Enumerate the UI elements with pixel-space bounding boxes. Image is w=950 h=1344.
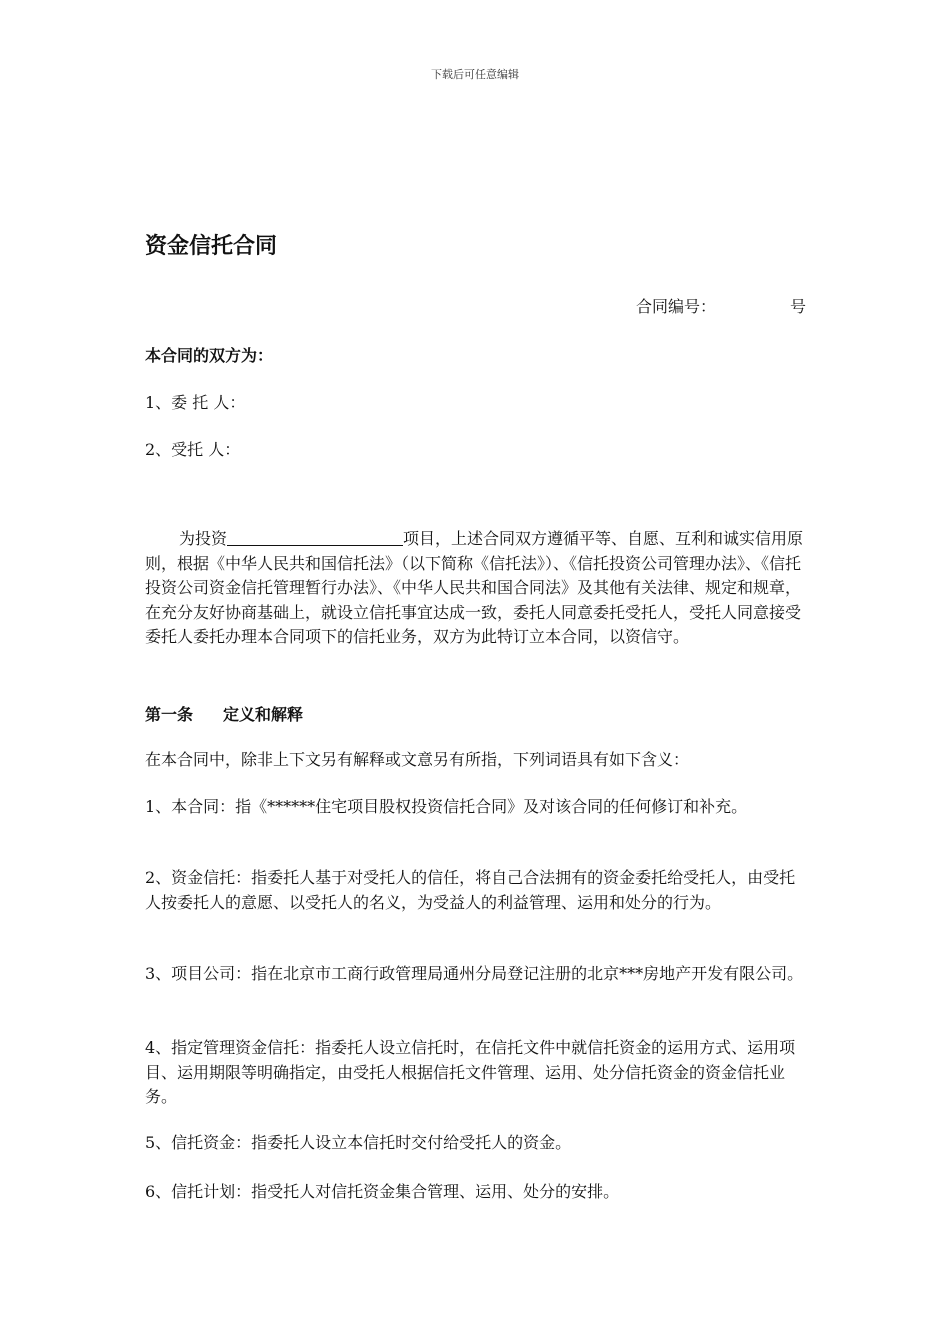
contract-number-suffix: 号 — [790, 297, 807, 316]
contract-number — [636, 294, 806, 317]
parties-heading: 本合同的双方为： — [145, 346, 274, 365]
definition-item: 1、本合同：指《******住宅项目股权投资信托合同》及对该合同的任何修订和补充。 — [145, 797, 748, 816]
preamble-text: 项目，上述合同双方遵循平等、自愿、互利和诚实信用原则，根据《中华人民共和国信托法》（以下简称《信托法》）、《信托投资公司管理办法》、《信托投资公司资金信托管理暂行办法》、《中华人民共和国合同法》及其他有关法律、规定和规章，在充分友好协商基础上，就设立信托事宜达成一致，委托人同意委托受托人，受托人同意接受委托人委托办理本合同项下的信托业务，双方为此特订立本合同，以资信守。 — [145, 529, 804, 646]
project-name-blank — [227, 527, 403, 546]
document-title: 资金信托合同 — [145, 234, 278, 259]
article-1-name: 定义和解释 — [223, 705, 304, 724]
definition-item: 5、信托资金：指委托人设立本信托时交付给受托人的资金。 — [145, 1133, 572, 1152]
preamble-paragraph — [145, 527, 807, 650]
definition-item: 3、项目公司：指在北京市工商行政管理局通州分局登记注册的北京***房地产开发有限公司。 — [145, 964, 804, 983]
article-1-heading — [145, 702, 303, 725]
article-1-number: 第一条 — [145, 705, 194, 724]
definition-item: 2、资金信托：指委托人基于对受托人的信任，将自己合法拥有的资金委托给受托人，由受托人按委托人的意愿、以受托人的名义，为受益人的利益管理、运用和处分的行为。 — [145, 868, 796, 912]
definition-item: 4、指定管理资金信托：指委托人设立信托时，在信托文件中就信托资金的运用方式、运用项目、运用期限等明确指定，由受托人根据信托文件管理、运用、处分信托资金的资金信托业务。 — [145, 1038, 796, 1106]
contract-number-label: 合同编号： — [636, 297, 717, 316]
trustee-line: 2、受托 人： — [145, 440, 241, 459]
definition-item: 6、信托计划：指受托人对信托资金集合管理、运用、处分的安排。 — [145, 1182, 620, 1201]
article-1-intro: 在本合同中，除非上下文另有解释或文意另有所指，下列词语具有如下含义： — [145, 750, 690, 769]
preamble-prefix: 为投资 — [179, 529, 228, 548]
page-header: 下载后可任意编辑 — [431, 68, 519, 81]
trustor-line: 1、委 托 人： — [145, 393, 246, 412]
